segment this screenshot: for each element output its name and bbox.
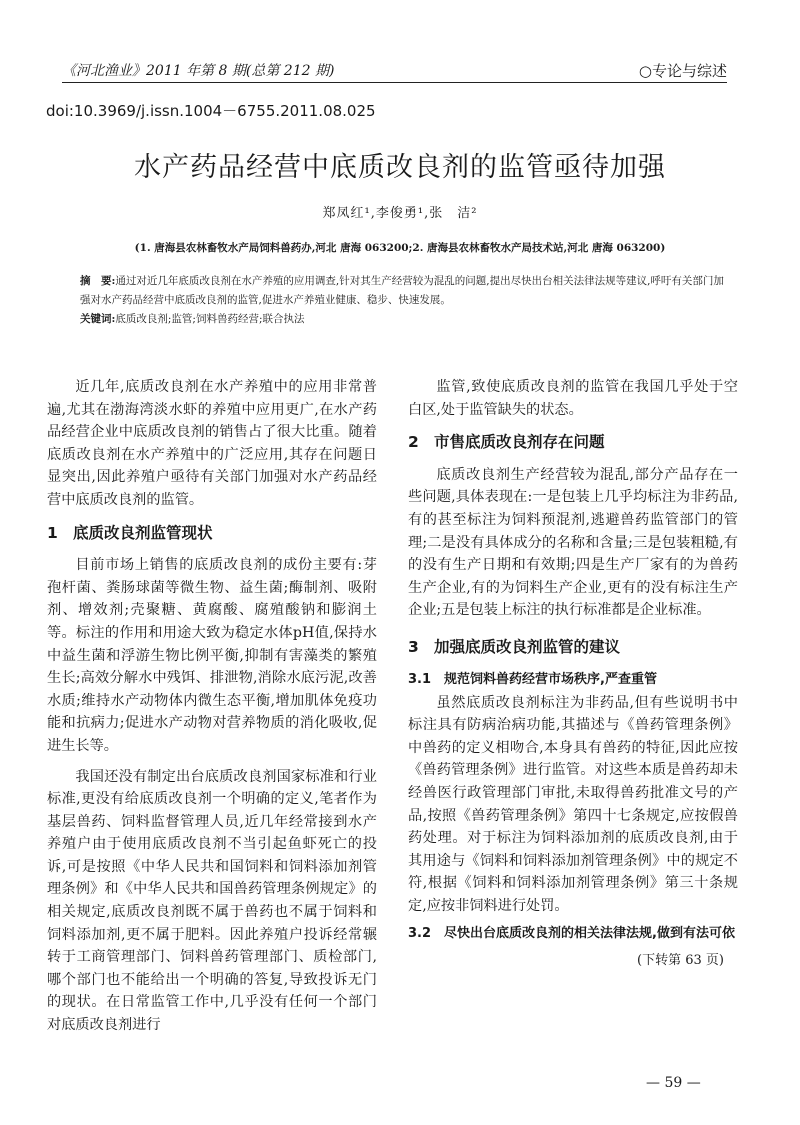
section-1-number: 1	[47, 523, 58, 542]
intro-paragraph: 近几年,底质改良剂在水产养殖中的应用非常普遍,尤其在渤海湾淡水虾的养殖中应用更广,在水产药品经营企业中底质改良剂的销售占了很大比重。随着底质改良剂在水产养殖中的广泛应用,其存在问题日显突出,因此养殖户亟待有关部门加强对水产药品经营中底质改良剂的监管。	[47, 379, 377, 508]
abstract-paragraph	[80, 272, 725, 310]
journal-citation: 《河北渔业》2011 年第 8 期(总第 212 期)	[62, 63, 335, 79]
doi-line: doi:10.3969/j.issn.1004－6755.2011.08.025	[46, 102, 376, 120]
article-title: 水产药品经营中底质改良剂的监管亟待加强	[134, 152, 666, 183]
page-number: — 59 —	[646, 1075, 701, 1091]
subsection-3-1-heading: 3.1 规范饲料兽药经营市场秩序,严查重管	[408, 671, 657, 687]
keywords-label: 关键词:	[80, 313, 116, 325]
section-1-heading	[47, 522, 377, 545]
section-1-title: 底质改良剂监管现状	[73, 523, 213, 542]
section-1-paragraph-1: 目前市场上销售的底质改良剂的成份主要有:芽孢杆菌、粪肠球菌等微生物、益生菌;酶制剂、吸附剂、增效剂;壳聚糖、黄腐酸、腐殖酸钠和膨润土等。标注的作用和用途大致为稳定水体pH值,保持水中益生菌和浮游生物比例平衡,抑制有害藻类的繁殖生长;高效分解水中残饵、排泄物,消除水底污泥,改善水质;维持水产动物体内微生态平衡,增加肌体免疫功能和抗病力;促进水产动物对营养物质的消化吸收,促进生长等。	[47, 557, 377, 754]
section-label: ○专论与综述	[638, 62, 727, 80]
section-3-title: 加强底质改良剂监管的建议	[434, 637, 621, 656]
abstract-label: 摘 要:	[80, 275, 116, 287]
section-2-paragraph: 底质改良剂生产经营较为混乱,部分产品存在一些问题,具体表现在:一是包装上几乎均标注为非药品,有的甚至标注为饲料预混剂,逃避兽药监管部门的管理;二是没有具体成分的名称和含量;三是包装粗糙,有的没有生产日期和有效期;四是生产厂家有的为兽药生产企业,有的为饲料生产企业,更有的没有标注生产企业;五是包装上标注的执行标准都是企业标准。	[408, 466, 738, 619]
left-column	[47, 376, 377, 1037]
section-2-number: 2	[408, 433, 419, 452]
continued-note: (下转第 63 页)	[637, 953, 724, 969]
continued-paragraph: 监管,致使底质改良剂的监管在我国几乎处于空白区,处于监管缺失的状态。	[408, 379, 738, 418]
subsection-3-2-heading: 3.2 尽快出台底质改良剂的相关法律法规,做到有法可依	[408, 926, 735, 942]
subsection-3-1-paragraph: 虽然底质改良剂标注为非药品,但有些说明书中标注具有防病治病功能,其描述与《兽药管理条例》中兽药的定义相吻合,本身具有兽药的特征,因此应按《兽药管理条例》进行监管。对这些本质是兽药却未经兽医行政管理部门审批,未取得兽药批准文号的产品,按照《兽药管理条例》第四十七条规定,应按假兽药处理。对于标注为饲料添加剂的底质改良剂,由于其用途与《饲料和饲料添加剂管理条例》中的规定不符,根据《饲料和饲料添加剂管理条例》第三十条规定,应按非饲料进行处罚。	[408, 694, 738, 914]
right-column	[408, 376, 738, 973]
abstract-block	[80, 272, 725, 329]
section-3-heading	[408, 636, 738, 659]
author-list: 郑凤红¹,李俊勇¹,张 洁²	[322, 206, 478, 221]
keywords-text: 底质改良剂;监管;饲料兽药经营;联合执法	[115, 313, 305, 325]
keywords-line	[80, 310, 725, 329]
section-1-paragraph-2: 我国还没有制定出台底质改良剂国家标准和行业标准,更没有给底质改良剂一个明确的定义,笔者作为基层兽药、饲料监督管理人员,近几年经常接到水产养殖户由于使用底质改良剂不当引起鱼虾死亡的投诉,可是按照《中华人民共和国饲料和饲料添加剂管理条例》和《中华人民共和国兽药管理条例规定》的相关规定,底质改良剂既不属于兽药也不属于饲料和饲料添加剂,更不属于肥料。因此养殖户投诉经常辗转于工商管理部门、饲料兽药管理部门、质检部门,哪个部门也不能给出一个明确的答复,导致投诉无门的现状。在日常监管工作中,几乎没有任何一个部门对底质改良剂进行	[47, 768, 377, 1034]
abstract-text: 通过对近几年底质改良剂在水产养殖的应用调查,针对其生产经营较为混乱的问题,提出尽快出台相关法律法规等建议,呼吁有关部门加强对水产药品经营中底质改良剂的监管,促进水产养殖业健康、稳步、快速发展。	[80, 275, 724, 306]
running-header	[62, 58, 727, 83]
section-2-title: 市售底质改良剂存在问题	[434, 433, 605, 452]
section-2-heading	[408, 431, 738, 454]
affiliations: (1. 唐海县农林畜牧水产局饲料兽药办,河北 唐海 063200;2. 唐海县农林畜牧水产局技术站,河北 唐海 063200)	[134, 242, 666, 254]
section-3-number: 3	[408, 637, 419, 656]
